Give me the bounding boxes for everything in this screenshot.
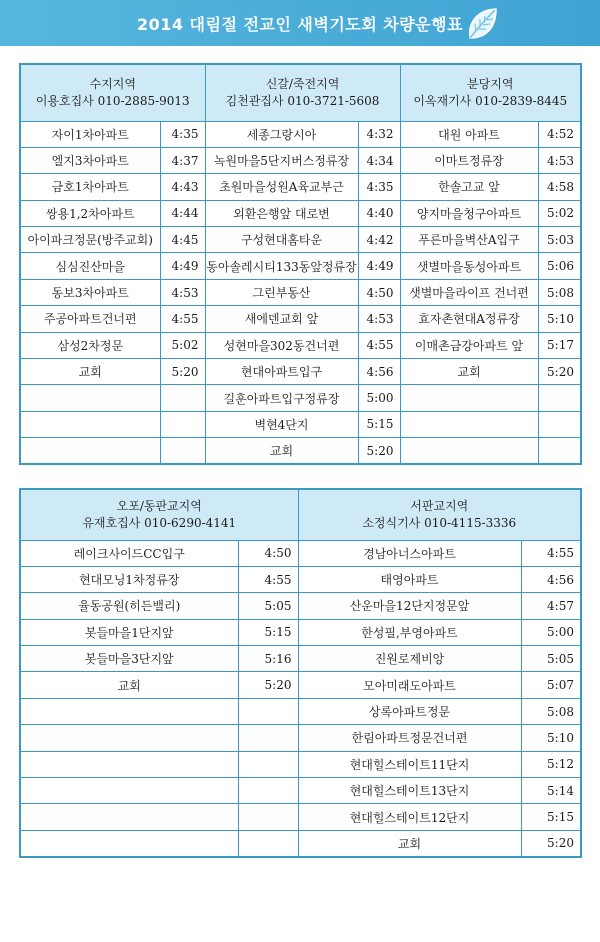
region-name: 분당지역 xyxy=(467,76,514,91)
table-row xyxy=(20,174,581,200)
table-row xyxy=(20,540,581,566)
stop-name: 진원로제비앙 xyxy=(298,646,521,672)
table-row xyxy=(20,646,581,672)
region-driver: 유재호집사 010-6290-4141 xyxy=(82,515,237,530)
stop-name: 이매촌금강아파트 앞 xyxy=(400,332,538,358)
stop-name: 현대힐스테이트13단지 xyxy=(298,778,521,804)
table-row xyxy=(20,698,581,724)
table-row xyxy=(20,804,581,830)
stop-name: 현대힐스테이트11단지 xyxy=(298,751,521,777)
stop-time: 4:55 xyxy=(358,332,400,358)
stop-time: 4:49 xyxy=(358,253,400,279)
table-row xyxy=(20,438,581,464)
stop-name: 그린부동산 xyxy=(205,279,358,305)
stop-time: 4:49 xyxy=(160,253,205,279)
empty-cell xyxy=(238,778,298,804)
table-row xyxy=(20,385,581,411)
stop-name: 교회 xyxy=(400,359,538,385)
stop-time: 4:53 xyxy=(358,306,400,332)
empty-cell xyxy=(238,751,298,777)
empty-cell xyxy=(160,411,205,437)
empty-cell xyxy=(20,751,238,777)
stop-time: 4:35 xyxy=(160,121,205,147)
stop-name: 율동공원(히든밸리) xyxy=(20,593,238,619)
stop-time: 4:44 xyxy=(160,200,205,226)
table-row xyxy=(20,619,581,645)
stop-name: 대원 아파트 xyxy=(400,121,538,147)
stop-time: 5:08 xyxy=(538,279,581,305)
empty-cell xyxy=(160,438,205,464)
region-header xyxy=(205,64,400,121)
stop-time: 4:37 xyxy=(160,147,205,173)
stop-name: 세종그랑시아 xyxy=(205,121,358,147)
stop-name: 길훈아파트입구정류장 xyxy=(205,385,358,411)
empty-cell xyxy=(400,411,538,437)
stop-name: 현대모닝1차정류장 xyxy=(20,566,238,592)
stop-time: 4:56 xyxy=(521,566,581,592)
stop-name: 외환은행앞 대로변 xyxy=(205,200,358,226)
region-header xyxy=(298,489,581,540)
table-row xyxy=(20,279,581,305)
table-row xyxy=(20,830,581,856)
stop-name: 아이파크정문(방주교회) xyxy=(20,227,160,253)
table-row xyxy=(20,411,581,437)
stop-time: 5:06 xyxy=(538,253,581,279)
stop-name: 한성필,부영아파트 xyxy=(298,619,521,645)
table-row xyxy=(20,672,581,698)
stop-name: 성현마을302동건너편 xyxy=(205,332,358,358)
stop-name: 구성현대홈타운 xyxy=(205,227,358,253)
stop-time: 4:50 xyxy=(358,279,400,305)
stop-name: 경남아너스아파트 xyxy=(298,540,521,566)
stop-time: 5:08 xyxy=(521,698,581,724)
stop-time: 4:53 xyxy=(538,147,581,173)
stop-time: 4:32 xyxy=(358,121,400,147)
stop-name: 한림아파트정문건너편 xyxy=(298,725,521,751)
region-header xyxy=(400,64,581,121)
stop-name: 동아솔레시티133동앞정류장 xyxy=(205,253,358,279)
empty-cell xyxy=(20,411,160,437)
stop-time: 5:10 xyxy=(521,725,581,751)
stop-name: 교회 xyxy=(205,438,358,464)
stop-name: 자이1차아파트 xyxy=(20,121,160,147)
stop-name: 엘지3차아파트 xyxy=(20,147,160,173)
region-driver: 소정식기사 010-4115-3336 xyxy=(362,515,517,530)
table-row xyxy=(20,306,581,332)
empty-cell xyxy=(20,698,238,724)
stop-time: 5:02 xyxy=(538,200,581,226)
stop-name: 주공아파트건너편 xyxy=(20,306,160,332)
stop-name: 샛별마을라이프 건너편 xyxy=(400,279,538,305)
stop-time: 4:55 xyxy=(521,540,581,566)
stop-name: 태영아파트 xyxy=(298,566,521,592)
empty-cell xyxy=(238,830,298,856)
stop-name: 쌍용1,2차아파트 xyxy=(20,200,160,226)
table-row xyxy=(20,778,581,804)
stop-time: 5:20 xyxy=(538,359,581,385)
region-header xyxy=(20,64,205,121)
empty-cell xyxy=(238,725,298,751)
stop-name: 삼성2차정문 xyxy=(20,332,160,358)
stop-time: 5:03 xyxy=(538,227,581,253)
empty-cell xyxy=(20,438,160,464)
region-header xyxy=(20,489,298,540)
table-row xyxy=(20,593,581,619)
stop-name: 한솔고교 앞 xyxy=(400,174,538,200)
stop-time: 5:10 xyxy=(538,306,581,332)
empty-cell xyxy=(160,385,205,411)
stop-name: 산운마을12단지정문앞 xyxy=(298,593,521,619)
stop-time: 4:50 xyxy=(238,540,298,566)
stop-time: 4:35 xyxy=(358,174,400,200)
stop-time: 4:56 xyxy=(358,359,400,385)
stop-time: 5:14 xyxy=(521,778,581,804)
stop-name: 상록아파트정문 xyxy=(298,698,521,724)
stop-time: 5:02 xyxy=(160,332,205,358)
stop-name: 금호1차아파트 xyxy=(20,174,160,200)
region-name: 서판교지역 xyxy=(410,498,469,513)
stop-name: 봇들마을3단지앞 xyxy=(20,646,238,672)
stop-name: 새에덴교회 앞 xyxy=(205,306,358,332)
table-row xyxy=(20,751,581,777)
stop-time: 4:58 xyxy=(538,174,581,200)
stop-name: 모아미래도아파트 xyxy=(298,672,521,698)
stop-name: 양지마을청구아파트 xyxy=(400,200,538,226)
region-name: 오포/동판교지역 xyxy=(116,498,202,513)
stop-time: 4:42 xyxy=(358,227,400,253)
table-row xyxy=(20,566,581,592)
region-name: 수지지역 xyxy=(89,76,136,91)
stop-name: 벽현4단지 xyxy=(205,411,358,437)
title-banner xyxy=(0,0,600,46)
table-row xyxy=(20,253,581,279)
stop-time: 4:34 xyxy=(358,147,400,173)
stop-time: 5:05 xyxy=(238,593,298,619)
empty-cell xyxy=(538,385,581,411)
empty-cell xyxy=(238,804,298,830)
stop-time: 5:16 xyxy=(238,646,298,672)
stop-name: 샛별마을동성아파트 xyxy=(400,253,538,279)
empty-cell xyxy=(20,830,238,856)
empty-cell xyxy=(20,778,238,804)
empty-cell xyxy=(20,725,238,751)
empty-cell xyxy=(20,385,160,411)
stop-name: 교회 xyxy=(20,359,160,385)
table-row xyxy=(20,227,581,253)
table-row xyxy=(20,200,581,226)
stop-time: 5:15 xyxy=(521,804,581,830)
empty-cell xyxy=(538,411,581,437)
stop-time: 4:40 xyxy=(358,200,400,226)
table-row xyxy=(20,121,581,147)
stop-time: 5:00 xyxy=(358,385,400,411)
table-row xyxy=(20,147,581,173)
stop-time: 5:20 xyxy=(238,672,298,698)
region-driver: 김천관집사 010-3721-5608 xyxy=(225,93,380,108)
table-row xyxy=(20,359,581,385)
stop-time: 5:15 xyxy=(358,411,400,437)
stop-time: 4:52 xyxy=(538,121,581,147)
stop-time: 4:55 xyxy=(238,566,298,592)
page-title: 2014 대림절 전교인 새벽기도회 차량운행표 xyxy=(136,14,464,34)
stop-time: 5:17 xyxy=(538,332,581,358)
region-driver: 이용호집사 010-2885-9013 xyxy=(35,93,190,108)
stop-time: 5:00 xyxy=(521,619,581,645)
stop-name: 현대아파트입구 xyxy=(205,359,358,385)
empty-cell xyxy=(238,698,298,724)
stop-name: 이마트정류장 xyxy=(400,147,538,173)
region-driver: 이옥재기사 010-2839-8445 xyxy=(413,93,568,108)
stop-name: 레이크사이드CC입구 xyxy=(20,540,238,566)
stop-name: 심심진산마을 xyxy=(20,253,160,279)
stop-time: 5:15 xyxy=(238,619,298,645)
empty-cell xyxy=(400,385,538,411)
stop-name: 교회 xyxy=(20,672,238,698)
stop-time: 5:20 xyxy=(358,438,400,464)
stop-name: 초원마을성원A육교부근 xyxy=(205,174,358,200)
stop-name: 푸른마을벽산A입구 xyxy=(400,227,538,253)
stop-name: 효자촌현대A정류장 xyxy=(400,306,538,332)
stop-time: 4:57 xyxy=(521,593,581,619)
stop-time: 5:12 xyxy=(521,751,581,777)
stop-name: 동보3차아파트 xyxy=(20,279,160,305)
stop-time: 4:45 xyxy=(160,227,205,253)
stop-name: 교회 xyxy=(298,830,521,856)
stop-time: 4:43 xyxy=(160,174,205,200)
stop-time: 5:20 xyxy=(521,830,581,856)
stop-name: 현대힐스테이트12단지 xyxy=(298,804,521,830)
schedule-table-2 xyxy=(19,488,582,858)
stop-time: 4:55 xyxy=(160,306,205,332)
stop-name: 봇들마을1단지앞 xyxy=(20,619,238,645)
stop-time: 4:53 xyxy=(160,279,205,305)
stop-name: 녹원마을5단지버스정류장 xyxy=(205,147,358,173)
empty-cell xyxy=(400,438,538,464)
schedule-table-1 xyxy=(19,63,582,465)
empty-cell xyxy=(538,438,581,464)
stop-time: 5:07 xyxy=(521,672,581,698)
region-name: 신갈/죽전지역 xyxy=(265,76,340,91)
empty-cell xyxy=(20,804,238,830)
stop-time: 5:20 xyxy=(160,359,205,385)
table-row xyxy=(20,725,581,751)
leaf-icon xyxy=(462,4,502,44)
table-row xyxy=(20,332,581,358)
stop-time: 5:05 xyxy=(521,646,581,672)
